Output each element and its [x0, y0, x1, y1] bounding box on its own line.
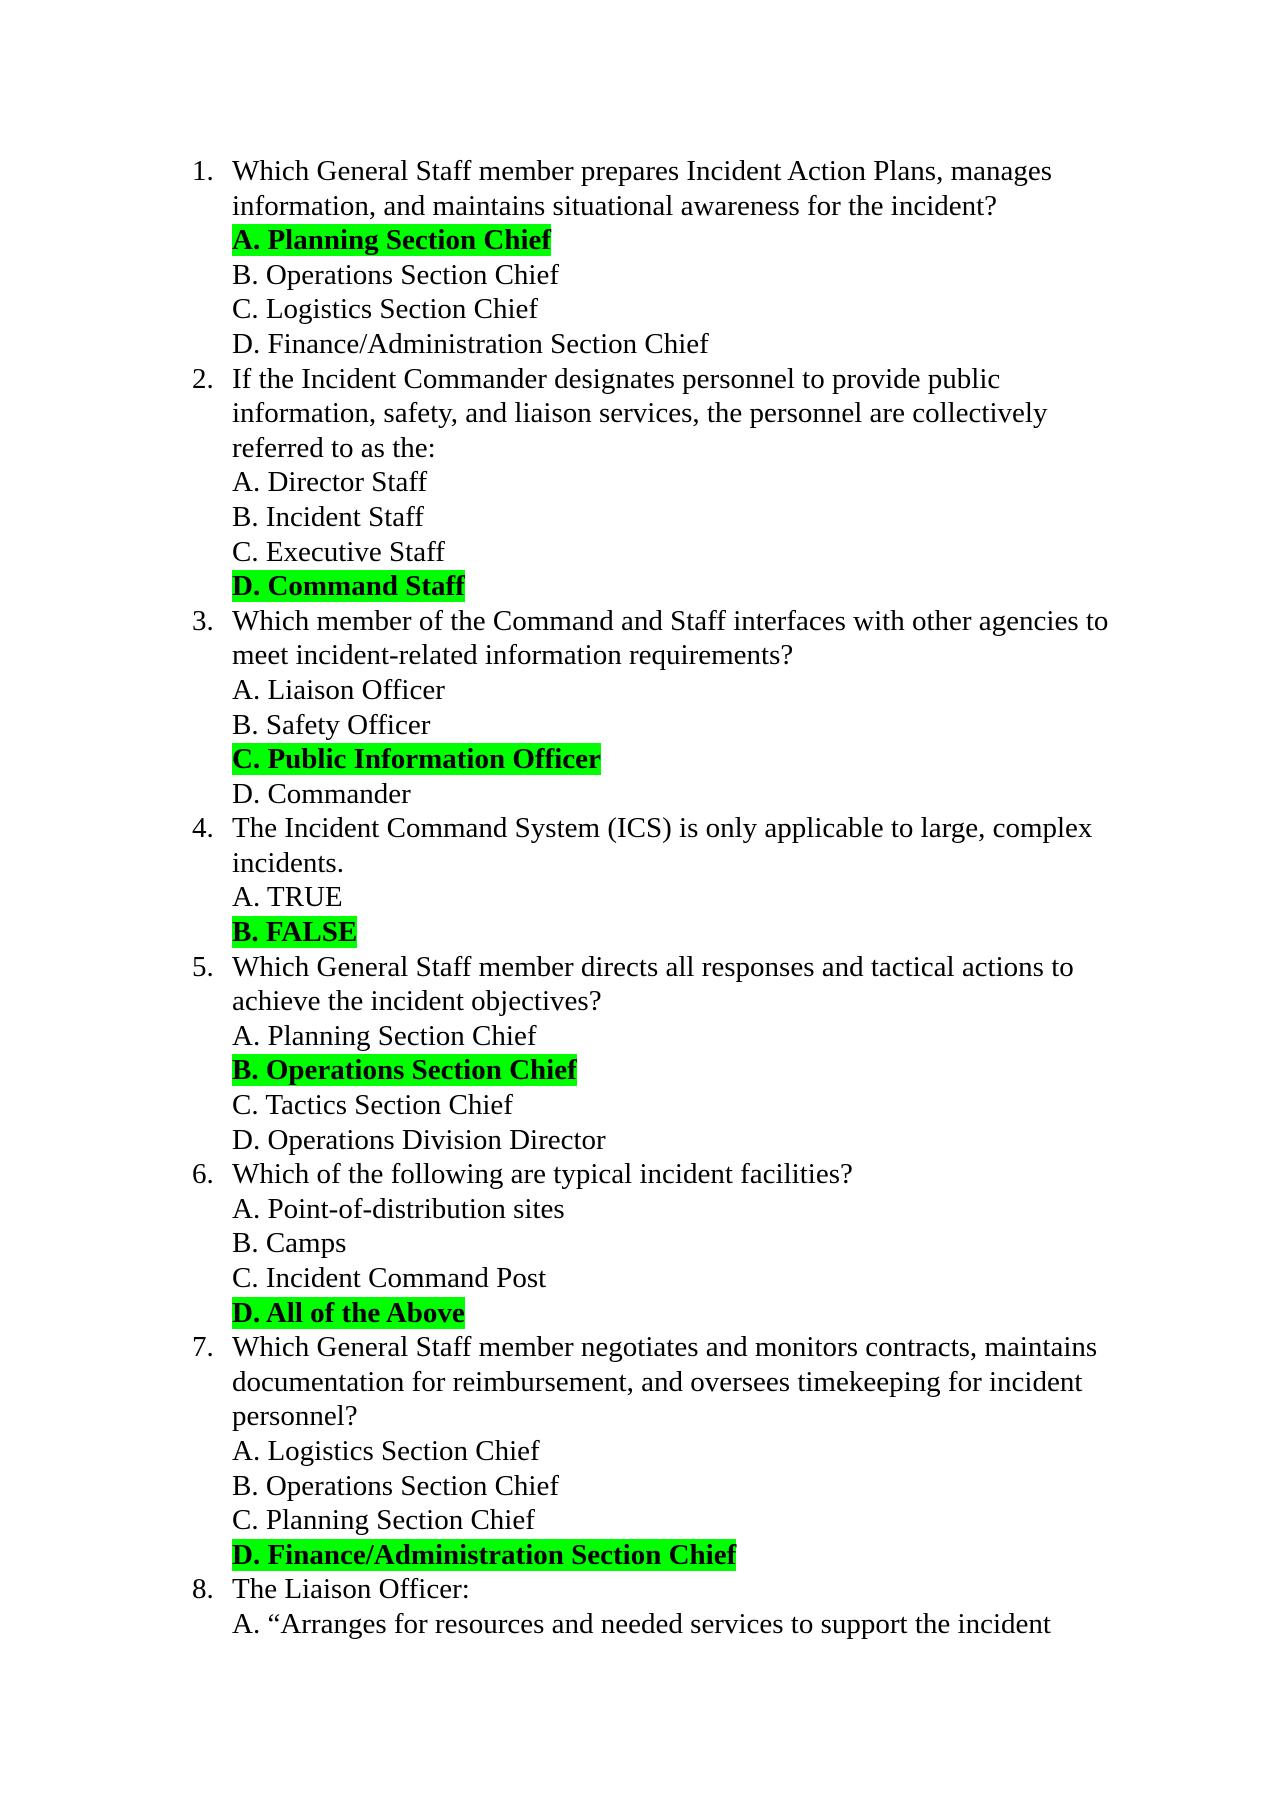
answer-option-text: D. Finance/Administration Section Chief [232, 1538, 737, 1571]
question-8 [188, 1572, 1128, 1641]
question-2 [188, 362, 1128, 604]
correct-answer-option [232, 223, 1128, 258]
answer-option [232, 1261, 1128, 1296]
answer-option-text: C. Planning Section Chief [232, 1504, 535, 1537]
answer-option [232, 292, 1128, 327]
answer-option-text: B. Operations Section Chief [232, 1469, 560, 1502]
question-text: The Incident Command System (ICS) is only applicable to large, complex incidents. [232, 812, 1093, 879]
question-text: If the Incident Commander designates personnel to provide public information, safety, and liaison services, the personnel are collectively referred to as the: [232, 362, 1048, 464]
answer-option-text: C. Tactics Section Chief [232, 1089, 513, 1122]
answer-option-text: A. Planning Section Chief [232, 224, 552, 257]
answer-option [232, 1469, 1128, 1504]
question-5 [188, 950, 1128, 1158]
answer-option-text: C. Incident Command Post [232, 1262, 547, 1294]
quiz-list [188, 154, 1128, 1642]
question-number: 6. [192, 1158, 214, 1191]
correct-answer-option [232, 1053, 1128, 1088]
correct-answer-option [232, 1538, 1128, 1573]
question-4 [188, 811, 1128, 949]
correct-answer-option [232, 742, 1128, 777]
answer-option [232, 708, 1128, 743]
question-number: 5. [192, 950, 214, 983]
answer-option-text: D. Command Staff [232, 570, 465, 603]
question-text: Which General Staff member prepares Incident Action Plans, manages information, and maintains situational awareness for the incident? [232, 155, 1053, 222]
answer-option [232, 777, 1128, 812]
answer-option-text: A. “Arranges for resources and needed services to support the incident [232, 1607, 1051, 1640]
question-number: 3. [192, 604, 214, 637]
answer-option [232, 535, 1128, 570]
answer-option [232, 880, 1128, 915]
question-number: 2. [192, 362, 214, 395]
answer-option-text: D. Commander [232, 777, 411, 810]
answer-option [232, 1226, 1128, 1261]
answer-option [232, 1607, 1128, 1642]
correct-answer-option [232, 915, 1128, 950]
answer-option-text: B. Incident Staff [232, 500, 424, 533]
question-1 [188, 154, 1128, 362]
answer-option-text: B. Operations Section Chief [232, 258, 560, 291]
question-3 [188, 604, 1128, 812]
answer-option-text: B. Camps [232, 1227, 347, 1260]
correct-answer-option [232, 569, 1128, 604]
answer-option-text: B. FALSE [232, 916, 358, 949]
answer-option-text: A. Point-of-distribution sites [232, 1192, 565, 1225]
answer-option-text: B. Operations Section Chief [232, 1054, 577, 1087]
answer-option-text: A. TRUE [232, 881, 343, 914]
question-text: Which General Staff member directs all responses and tactical actions to achieve the incident objectives? [232, 950, 1074, 1018]
question-text: Which member of the Command and Staff interfaces with other agencies to meet incident-related information requirements? [232, 604, 1109, 672]
question-text: Which General Staff member negotiates and monitors contracts, maintains documentation for reimbursement, and oversees timekeeping for incident personnel? [232, 1331, 1098, 1433]
answer-option [232, 1434, 1128, 1469]
answer-option [232, 1123, 1128, 1158]
question-text: The Liaison Officer: [232, 1573, 470, 1606]
answer-option-text: C. Public Information Officer [232, 743, 601, 776]
answer-option-text: D. Operations Division Director [232, 1123, 606, 1156]
answer-option-text: D. All of the Above [232, 1296, 465, 1329]
answer-option [232, 258, 1128, 293]
answer-option-text: A. Planning Section Chief [232, 1019, 537, 1052]
answer-option [232, 500, 1128, 535]
correct-answer-option [232, 1296, 1128, 1331]
answer-option [232, 1192, 1128, 1227]
answer-option-text: C. Logistics Section Chief [232, 293, 539, 326]
answer-option-text: A. Director Staff [232, 466, 428, 499]
answer-option-text: A. Logistics Section Chief [232, 1434, 540, 1467]
answer-option [232, 465, 1128, 500]
question-number: 1. [192, 155, 214, 187]
answer-option [232, 673, 1128, 708]
question-7 [188, 1330, 1128, 1572]
answer-option-text: C. Executive Staff [232, 535, 445, 568]
answer-option-text: D. Finance/Administration Section Chief [232, 327, 709, 360]
answer-option [232, 1503, 1128, 1538]
question-number: 8. [192, 1573, 214, 1606]
answer-option-text: A. Liaison Officer [232, 673, 445, 706]
answer-option [232, 1019, 1128, 1054]
question-6 [188, 1157, 1128, 1330]
answer-option [232, 1088, 1128, 1123]
question-number: 4. [192, 812, 214, 845]
question-number: 7. [192, 1331, 214, 1364]
answer-option-text: B. Safety Officer [232, 708, 431, 741]
question-text: Which of the following are typical incident facilities? [232, 1158, 853, 1191]
answer-option [232, 327, 1128, 362]
